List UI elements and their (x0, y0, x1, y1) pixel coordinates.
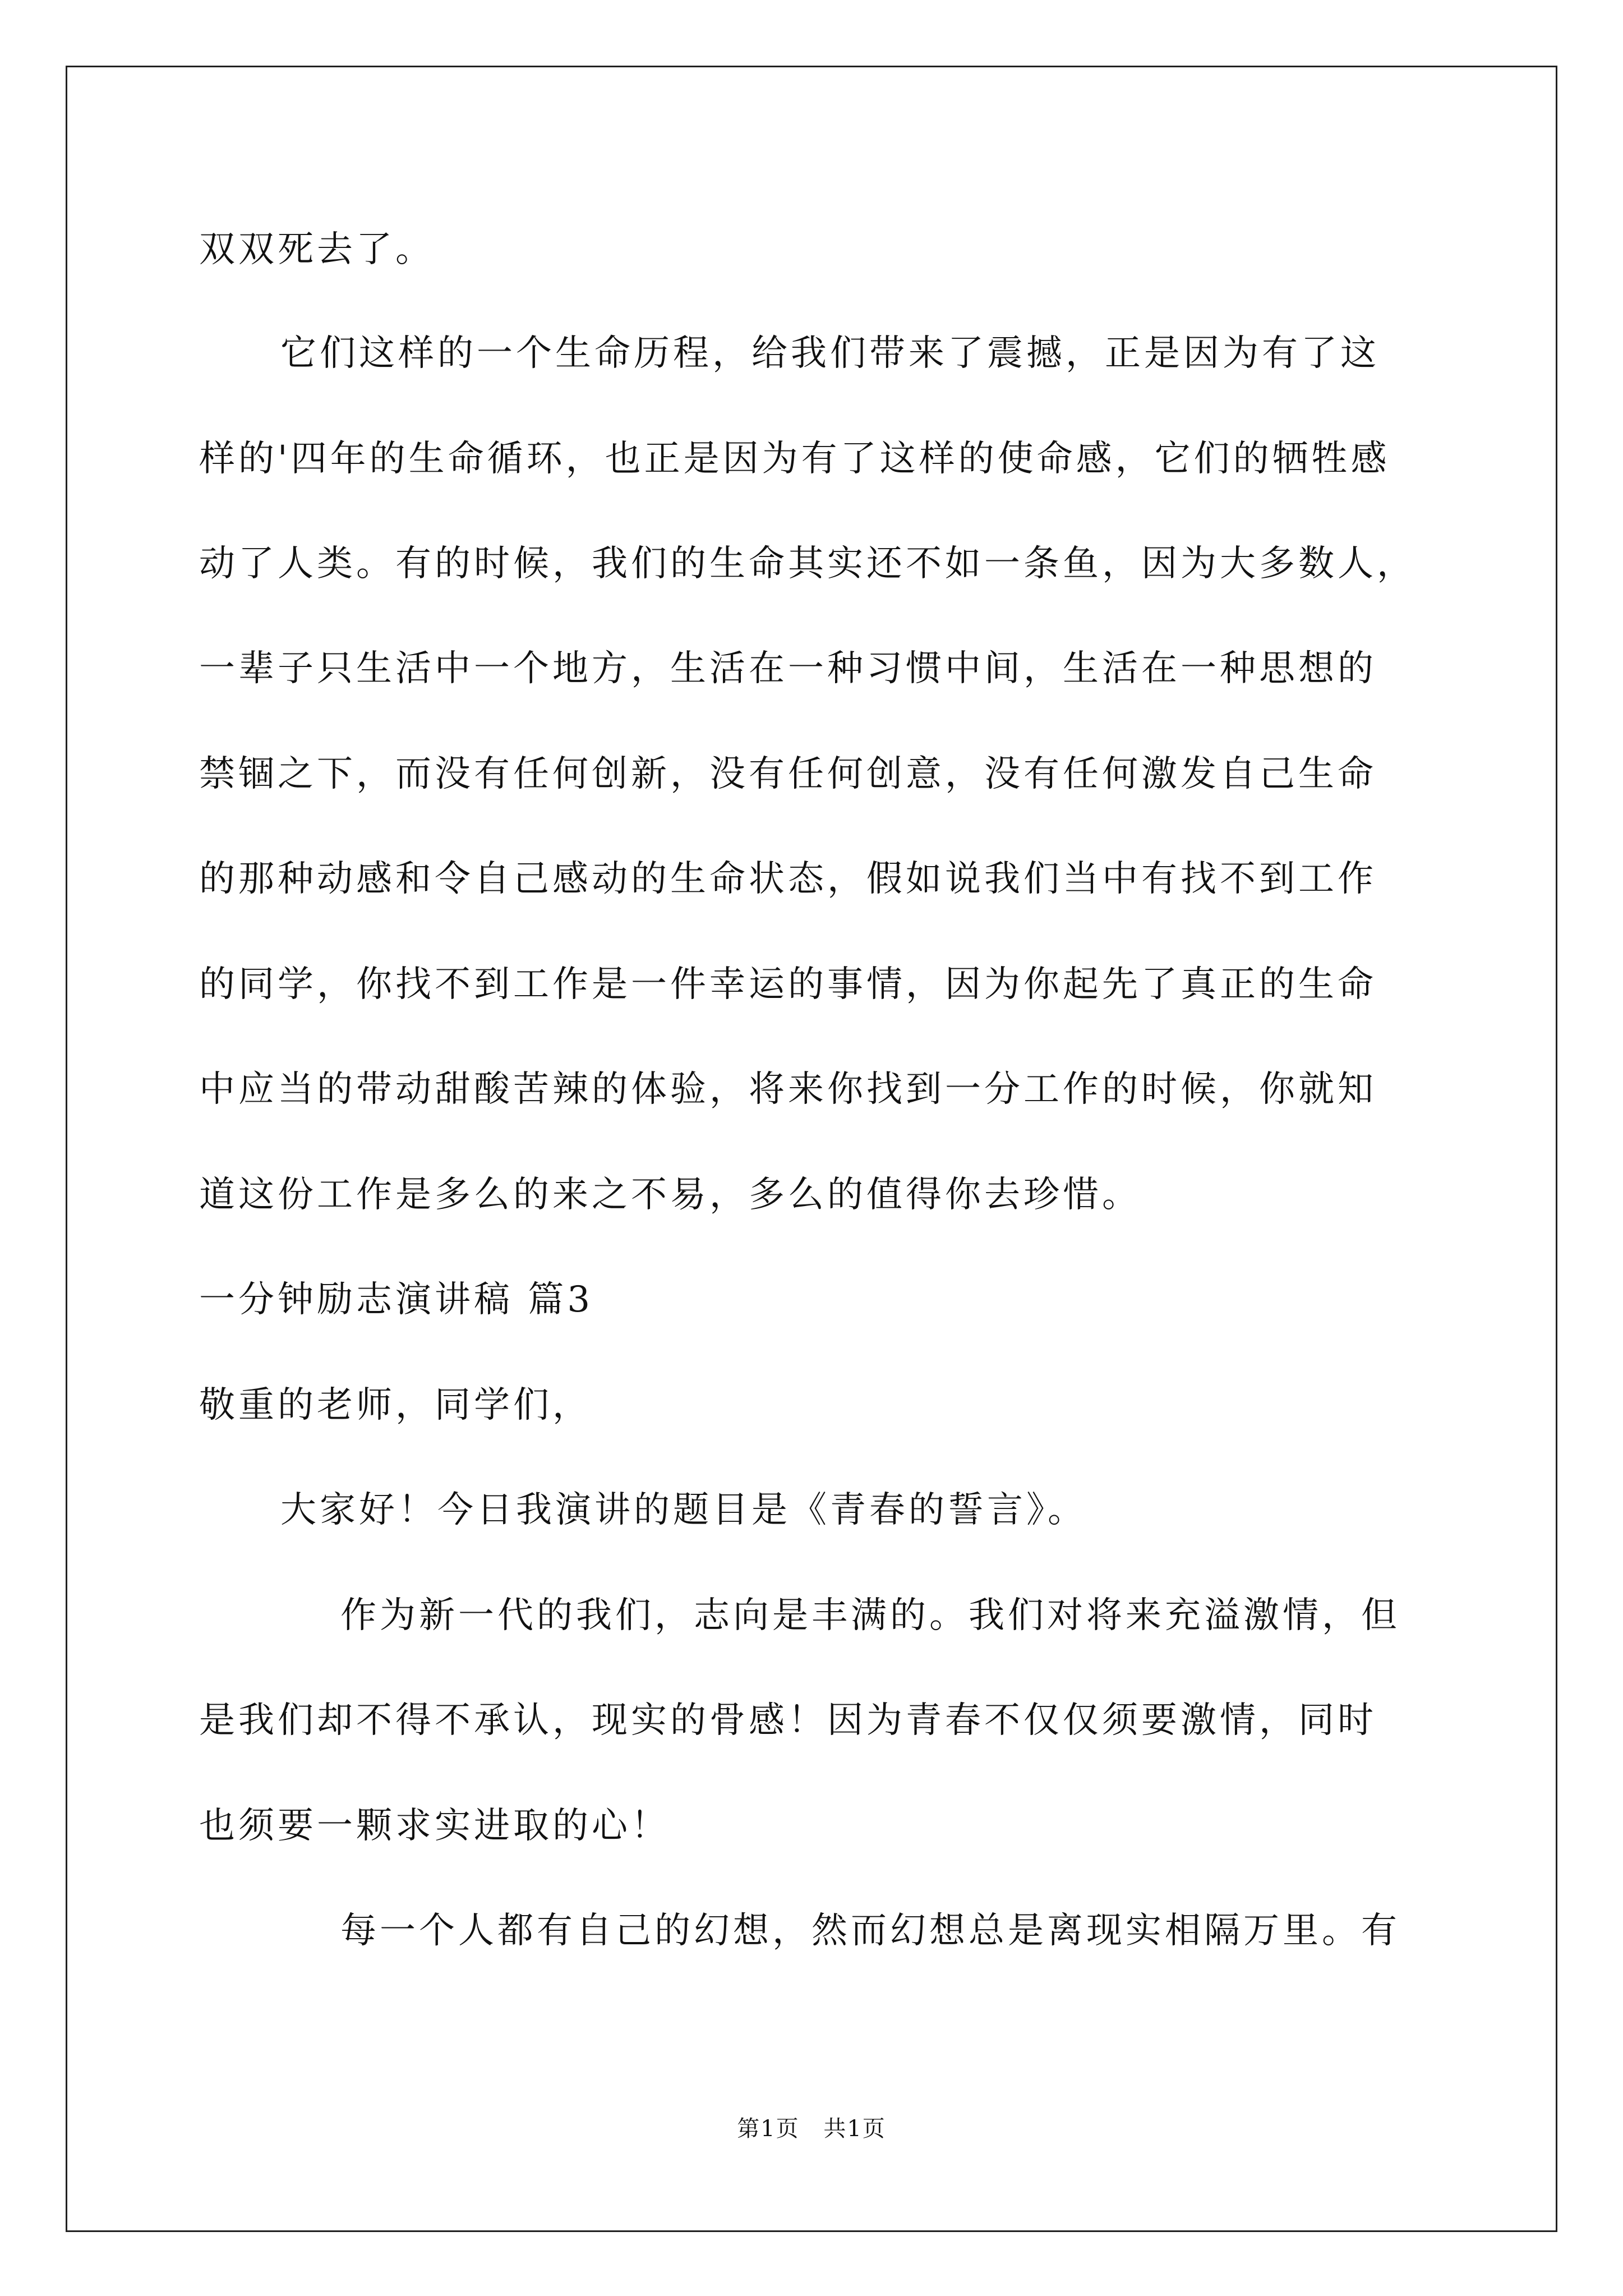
page-number: 第1页 (737, 2116, 800, 2142)
page-footer (0, 2115, 1623, 2143)
page-total: 共1页 (823, 2116, 886, 2142)
text-line: 禁锢之下，而没有任何创新，没有任何创意，没有任何激发自己生命 (199, 753, 1377, 795)
text-line: 是我们却不得不承认，现实的骨感！因为青春不仅仅须要激情，同时 (199, 1700, 1377, 1741)
text-line: 作为新一代的我们，志向是丰满的。我们对将来充溢激情，但 (340, 1595, 1400, 1636)
text-line: 样的'四年的生命循环，也正是因为有了这样的使命感，它们的牺牲感 (199, 438, 1390, 480)
text-line: 的那种动感和令自己感动的生命状态，假如说我们当中有找不到工作 (199, 858, 1377, 900)
text-line: 双双死去了。 (199, 229, 435, 270)
text-line: 它们这样的一个生命历程，给我们带来了震撼，正是因为有了这 (280, 333, 1380, 374)
salutation: 敬重的老师，同学们， (199, 1384, 592, 1426)
text-line: 大家好！今日我演讲的题目是《青春的誓言》。 (280, 1489, 1087, 1531)
text-line: 每一个人都有自己的幻想，然而幻想总是离现实相隔万里。有 (340, 1910, 1400, 1952)
text-line: 也须要一颗求实进取的心！ (199, 1805, 670, 1847)
text-line: 一辈子只生活中一个地方，生活在一种习惯中间，生活在一种思想的 (199, 648, 1377, 689)
text-line: 动了人类。有的时候，我们的生命其实还不如一条鱼，因为大多数人， (199, 543, 1416, 585)
page-border (66, 66, 1557, 2232)
section-heading: 一分钟励志演讲稿 篇3 (199, 1279, 594, 1320)
text-line: 的同学，你找不到工作是一件幸运的事情，因为你起先了真正的生命 (199, 964, 1377, 1005)
text-line: 道这份工作是多么的来之不易，多么的值得你去珍惜。 (199, 1174, 1141, 1216)
text-line: 中应当的带动甜酸苦辣的体验，将来你找到一分工作的时候，你就知 (199, 1069, 1377, 1110)
